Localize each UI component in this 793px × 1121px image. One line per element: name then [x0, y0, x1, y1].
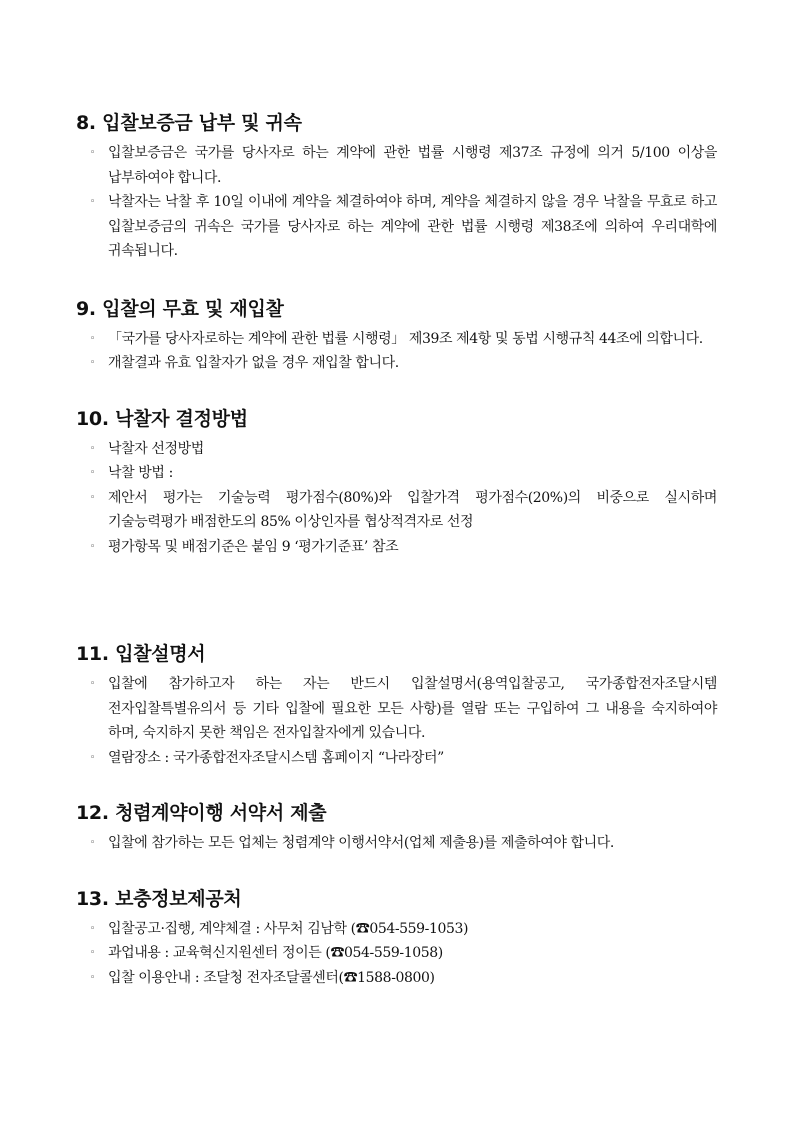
item-text: 입찰공고·집행, 계약체결 : 사무처 김남학 (☎054-559-1053) [108, 920, 469, 937]
list-item [76, 966, 717, 991]
list-item [76, 941, 717, 966]
item-list [76, 437, 717, 560]
list-item [76, 917, 717, 942]
bullet-icon: ◦ [90, 838, 95, 848]
item-text: 낙찰자 선정방법 [108, 440, 204, 457]
list-item [76, 486, 717, 535]
bullet-icon: ◦ [90, 923, 95, 934]
item-list [76, 917, 717, 991]
bullet-icon: ◦ [90, 333, 95, 344]
section-integrity-pledge [76, 800, 717, 856]
bullet-icon: ◦ [90, 358, 95, 368]
section-title: 10. 낙찰자 결정방법 [76, 407, 248, 430]
section-title: 8. 입찰보증금 납부 및 귀속 [76, 112, 302, 134]
section-winner-decision [76, 406, 717, 560]
item-text: 입찰보증금은 국가를 당사자로 하는 계약에 관한 법률 시행령 제37조 규정에 의거 5/100 이상을 납부하여야 합니다. [108, 145, 717, 186]
list-item [76, 327, 717, 352]
item-text: 평가항목 및 배점기준은 붙임 9 ‘평가기준표’ 참조 [108, 538, 399, 555]
item-text: 제안서 평가는 기술능력 평가점수(80%)와 입찰가격 평가점수(20%)의 비중으로 실시하며 기술능력평가 배점한도의 85% 이상인자를 협상적격자로 선정 [108, 489, 717, 530]
bullet-icon: ◦ [90, 148, 95, 158]
section-contact-info [76, 886, 717, 991]
item-text: 입찰에 참가하는 모든 업체는 청렴계약 이행서약서(업체 제출용)를 제출하여야 합니다. [108, 835, 614, 851]
section-title: 9. 입찰의 무효 및 재입찰 [76, 297, 284, 320]
item-list [76, 141, 717, 264]
section-title: 12. 청렴계약이행 서약서 제출 [76, 802, 327, 824]
section-title: 11. 입찰설명서 [76, 643, 206, 665]
bullet-icon: ◦ [90, 492, 95, 503]
list-item [76, 746, 717, 771]
item-text: 개찰결과 유효 입찰자가 없을 경우 재입찰 합니다. [108, 355, 399, 371]
list-item [76, 672, 717, 746]
bullet-icon: ◦ [90, 541, 95, 552]
item-text: 「국가를 당사자로하는 계약에 관한 법률 시행령」 제39조 제4항 및 동법 시행규칙 44조에 의합니다. [108, 330, 703, 347]
bullet-icon: ◦ [90, 468, 95, 478]
section-title: 13. 보충정보제공처 [76, 887, 242, 910]
bullet-icon: ◦ [90, 443, 95, 454]
list-item [76, 535, 717, 560]
item-text: 낙찰자는 낙찰 후 10일 이내에 계약을 체결하여야 하며, 계약을 체결하지 않을 경우 낙찰을 무효로 하고 입찰보증금의 귀속은 국가를 당사자로 하는 계약에 관한 법률 시행령 제38조에 의하여 우리대학에 귀속됩니다. [108, 194, 717, 259]
item-text: 입찰에 참가하고자 하는 자는 반드시 입찰설명서(용역입찰공고, 국가종합전자조달시템 전자입찰특별유의서 등 기타 입찰에 필요한 모든 사항)를 열람 또는 구입하여 그 내용을 숙지하여야 하며, 숙지하지 못한 책임은 전자입찰자에게 있습니다. [108, 676, 717, 741]
item-text: 낙찰 방법 : [108, 465, 173, 481]
list-item [76, 461, 717, 486]
item-text: 입찰 이용안내 : 조달청 전자조달콜센터(☎1588-0800) [108, 969, 435, 986]
list-item [76, 437, 717, 462]
bullet-icon: ◦ [90, 972, 95, 983]
bullet-icon: ◦ [90, 197, 95, 207]
section-invalid-rebid [76, 296, 717, 376]
bullet-icon: ◦ [90, 948, 95, 958]
bullet-icon: ◦ [90, 679, 95, 689]
bullet-icon: ◦ [90, 752, 95, 763]
item-text: 열람장소 : 국가종합전자조달시스템 홈페이지 “나라장터” [108, 749, 444, 766]
item-list [76, 672, 717, 770]
item-list [76, 327, 717, 376]
list-item [76, 141, 717, 190]
list-item [76, 351, 717, 376]
section-bid-deposit [76, 110, 717, 264]
item-list [76, 831, 717, 856]
list-item [76, 190, 717, 264]
item-text: 과업내용 : 교육혁신지원센터 정이든 (☎054-559-1058) [108, 945, 443, 961]
section-bid-instructions [76, 641, 717, 770]
list-item [76, 831, 717, 856]
